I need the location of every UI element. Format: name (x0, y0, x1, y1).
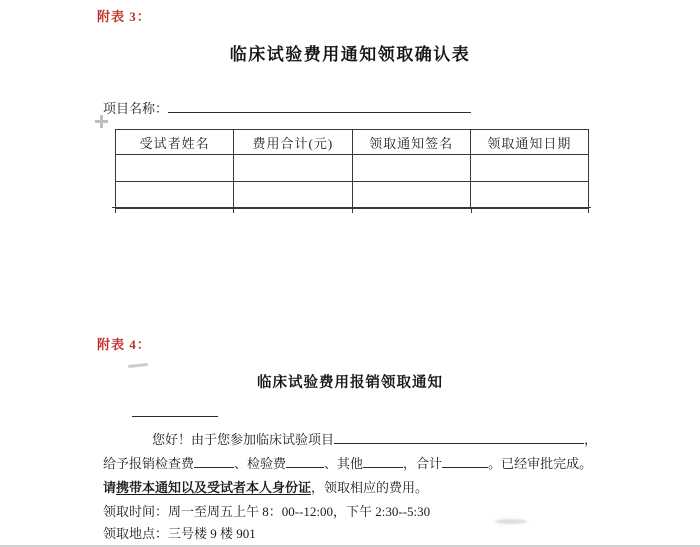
pickup-location-line: 领取地点：三号楼 9 楼 901 (103, 526, 256, 541)
table-cell (470, 155, 588, 182)
reimbursement-line (103, 453, 592, 472)
test-fee-blank (286, 454, 324, 468)
notice-prefix: 请 (103, 480, 117, 495)
reimburse-seg2: 、检验费 (234, 456, 287, 471)
reimburse-seg3: 、其他 (324, 456, 364, 471)
project-name-label: 项目名称： (103, 101, 169, 116)
table-bottom-tick (471, 207, 472, 213)
greeting-suffix: ， (584, 432, 598, 447)
table-cell (234, 155, 352, 182)
table-cell (352, 155, 470, 182)
table-cell (116, 182, 234, 209)
notice-line (103, 477, 428, 496)
table-cell (470, 182, 588, 209)
reimburse-seg1: 给予报销检查费 (103, 456, 195, 471)
table-bottom-tick (588, 207, 589, 213)
table-bottom-tick (233, 207, 234, 213)
table-row (116, 182, 589, 209)
table-cell (116, 155, 234, 182)
table-bottom-tick (352, 207, 353, 213)
attachment4-label: 附表 4： (97, 337, 151, 352)
exam-fee-blank (194, 454, 234, 468)
column-header-subject-name: 受试者姓名 (116, 130, 234, 155)
confirmation-table (115, 129, 589, 209)
table-cell (234, 182, 352, 209)
attachment3-label: 附表 3： (97, 9, 151, 24)
table-row (116, 155, 589, 182)
project-name-line (103, 98, 471, 117)
greeting-prefix: 您好！由于您参加临床试验项目 (152, 432, 335, 447)
table-move-handle-bar (100, 115, 103, 128)
reimburse-seg4: ，合计 (403, 456, 443, 471)
column-header-notice-signature: 领取通知签名 (352, 130, 470, 155)
confirmation-table-body (116, 155, 589, 209)
recipient-name-blank (132, 403, 218, 417)
table-bottom-tick (115, 207, 116, 213)
column-header-notice-date: 领取通知日期 (470, 130, 588, 155)
other-fee-blank (363, 454, 403, 468)
reimburse-seg5: 。已经审批完成。 (488, 456, 593, 471)
project-blank (334, 430, 584, 444)
scan-artifact-scribble (128, 363, 148, 368)
table-move-handle-icon[interactable] (95, 115, 108, 128)
attachment3-title: 临床试验费用通知领取确认表 (229, 45, 471, 64)
table-cell (352, 182, 470, 209)
project-name-blank (168, 99, 471, 113)
table-header-row (116, 130, 589, 155)
greeting-line (103, 429, 597, 448)
total-fee-blank (442, 454, 488, 468)
attachment4-title: 临床试验费用报销领取通知 (257, 375, 443, 391)
notice-emphasis: 携带本通知以及受试者本人身份证 (116, 480, 312, 495)
notice-suffix: ，领取相应的费用。 (311, 480, 429, 495)
scan-artifact-smudge (495, 519, 527, 524)
column-header-total-fee: 费用合计(元) (234, 130, 352, 155)
pickup-time-line: 领取时间：周一至周五上午 8：00--12:00，下午 2:30--5:30 (103, 504, 431, 519)
